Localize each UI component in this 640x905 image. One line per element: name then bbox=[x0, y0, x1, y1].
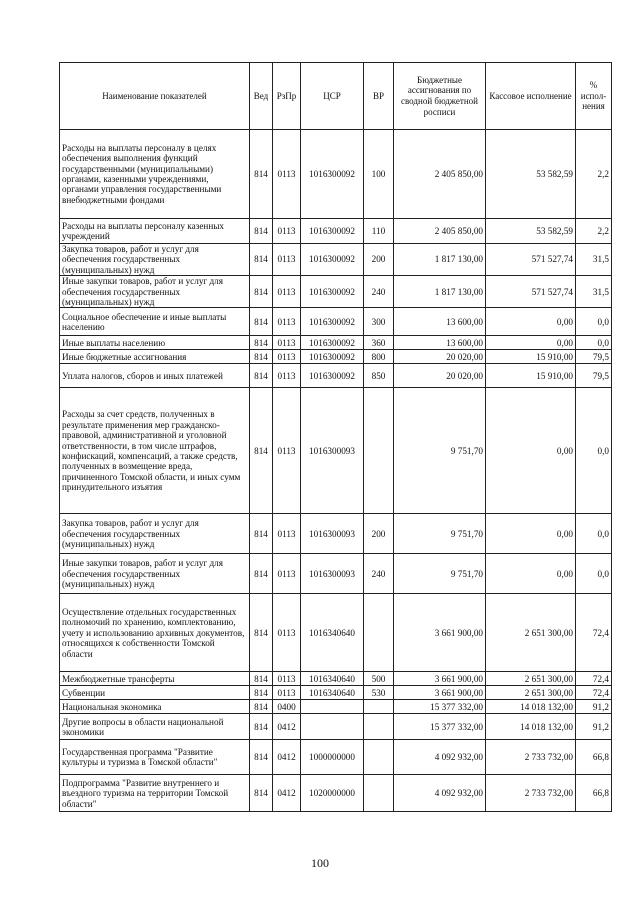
row-ved: 814 bbox=[250, 219, 273, 244]
row-percent: 72,4 bbox=[576, 672, 612, 686]
row-percent: 91,2 bbox=[576, 714, 612, 740]
row-budget: 3 661 900,00 bbox=[394, 672, 486, 686]
row-ved: 814 bbox=[250, 554, 273, 594]
row-percent: 0,0 bbox=[576, 308, 612, 336]
row-name: Закупка товаров, работ и услуг для обеспечения государственных (муниципальных) нужд bbox=[60, 514, 250, 554]
row-vr: 530 bbox=[364, 686, 394, 700]
row-percent: 72,4 bbox=[576, 594, 612, 672]
header-vr: ВР bbox=[364, 63, 394, 130]
table-header bbox=[60, 63, 612, 130]
table-row bbox=[60, 244, 612, 276]
row-rzpr: 0412 bbox=[273, 740, 301, 775]
row-csr: 1016340640 bbox=[301, 672, 364, 686]
budget-execution-table bbox=[59, 62, 612, 812]
row-rzpr: 0412 bbox=[273, 714, 301, 740]
row-rzpr: 0400 bbox=[273, 700, 301, 714]
row-vr: 500 bbox=[364, 672, 394, 686]
row-ved: 814 bbox=[250, 130, 273, 219]
row-percent: 72,4 bbox=[576, 686, 612, 700]
row-name: Иные закупки товаров, работ и услуг для обеспечения государственных (муниципальных) нужд bbox=[60, 554, 250, 594]
table-row bbox=[60, 388, 612, 514]
row-csr: 1020000000 bbox=[301, 775, 364, 812]
row-ved: 814 bbox=[250, 686, 273, 700]
table-row bbox=[60, 219, 612, 244]
row-ved: 814 bbox=[250, 700, 273, 714]
row-budget: 4 092 932,00 bbox=[394, 775, 486, 812]
row-name: Осуществление отдельных государственных полномочий по хранению, комплектованию, учету и использованию архивных документов, относящихся к собственности Томской области bbox=[60, 594, 250, 672]
header-name: Наименование показателей bbox=[60, 63, 250, 130]
header-cash: Кассовое исполнение bbox=[486, 63, 576, 130]
row-percent: 2,2 bbox=[576, 219, 612, 244]
row-rzpr: 0113 bbox=[273, 686, 301, 700]
row-ved: 814 bbox=[250, 514, 273, 554]
table-row bbox=[60, 308, 612, 336]
row-cash: 53 582,59 bbox=[486, 219, 576, 244]
row-ved: 814 bbox=[250, 775, 273, 812]
row-vr: 300 bbox=[364, 308, 394, 336]
row-rzpr: 0113 bbox=[273, 276, 301, 308]
row-name: Национальная экономика bbox=[60, 700, 250, 714]
row-vr: 850 bbox=[364, 364, 394, 388]
row-percent: 2,2 bbox=[576, 130, 612, 219]
row-rzpr: 0113 bbox=[273, 350, 301, 364]
table-row bbox=[60, 554, 612, 594]
row-rzpr: 0412 bbox=[273, 775, 301, 812]
row-cash: 2 651 300,00 bbox=[486, 686, 576, 700]
row-budget: 9 751,70 bbox=[394, 514, 486, 554]
row-cash: 0,00 bbox=[486, 514, 576, 554]
row-budget: 13 600,00 bbox=[394, 308, 486, 336]
table-row bbox=[60, 775, 612, 812]
row-vr bbox=[364, 594, 394, 672]
row-name: Расходы на выплаты персоналу казенных учреждений bbox=[60, 219, 250, 244]
row-csr bbox=[301, 714, 364, 740]
row-vr: 360 bbox=[364, 336, 394, 350]
table-row bbox=[60, 740, 612, 775]
header-budget: Бюджетные ассигнования по сводной бюджетной росписи bbox=[394, 63, 486, 130]
row-ved: 814 bbox=[250, 594, 273, 672]
row-budget: 20 020,00 bbox=[394, 350, 486, 364]
row-percent: 66,8 bbox=[576, 740, 612, 775]
row-cash: 14 018 132,00 bbox=[486, 714, 576, 740]
row-ved: 814 bbox=[250, 308, 273, 336]
row-budget: 4 092 932,00 bbox=[394, 740, 486, 775]
row-ved: 814 bbox=[250, 336, 273, 350]
row-vr bbox=[364, 388, 394, 514]
table-row bbox=[60, 594, 612, 672]
row-name: Иные закупки товаров, работ и услуг для обеспечения государственных (муниципальных) нужд bbox=[60, 276, 250, 308]
row-budget: 20 020,00 bbox=[394, 364, 486, 388]
row-csr: 1016300093 bbox=[301, 388, 364, 514]
row-name: Государственная программа "Развитие культуры и туризма в Томской области" bbox=[60, 740, 250, 775]
row-ved: 814 bbox=[250, 364, 273, 388]
row-csr: 1016300092 bbox=[301, 364, 364, 388]
row-ved: 814 bbox=[250, 350, 273, 364]
row-cash: 15 910,00 bbox=[486, 364, 576, 388]
row-cash: 0,00 bbox=[486, 308, 576, 336]
row-rzpr: 0113 bbox=[273, 388, 301, 514]
row-csr: 1016300093 bbox=[301, 514, 364, 554]
row-rzpr: 0113 bbox=[273, 130, 301, 219]
row-ved: 814 bbox=[250, 740, 273, 775]
row-cash: 571 527,74 bbox=[486, 244, 576, 276]
row-vr bbox=[364, 775, 394, 812]
row-name: Социальное обеспечение и иные выплаты населению bbox=[60, 308, 250, 336]
row-rzpr: 0113 bbox=[273, 219, 301, 244]
row-rzpr: 0113 bbox=[273, 336, 301, 350]
row-budget: 13 600,00 bbox=[394, 336, 486, 350]
table-row bbox=[60, 350, 612, 364]
row-cash: 15 910,00 bbox=[486, 350, 576, 364]
row-name: Подпрограмма "Развитие внутреннего и въездного туризма на территории Томской области" bbox=[60, 775, 250, 812]
row-rzpr: 0113 bbox=[273, 554, 301, 594]
row-cash: 0,00 bbox=[486, 554, 576, 594]
row-csr: 1016300092 bbox=[301, 219, 364, 244]
row-rzpr: 0113 bbox=[273, 244, 301, 276]
row-rzpr: 0113 bbox=[273, 514, 301, 554]
row-vr bbox=[364, 700, 394, 714]
page-number: 100 bbox=[311, 856, 329, 870]
table-row bbox=[60, 672, 612, 686]
row-csr: 1016300092 bbox=[301, 130, 364, 219]
row-name: Межбюджетные трансферты bbox=[60, 672, 250, 686]
row-csr: 1016340640 bbox=[301, 686, 364, 700]
row-csr: 1000000000 bbox=[301, 740, 364, 775]
row-csr: 1016300092 bbox=[301, 308, 364, 336]
header-csr: ЦСР bbox=[301, 63, 364, 130]
row-name: Субвенции bbox=[60, 686, 250, 700]
row-vr: 240 bbox=[364, 276, 394, 308]
row-percent: 0,0 bbox=[576, 514, 612, 554]
row-ved: 814 bbox=[250, 276, 273, 308]
table-row bbox=[60, 700, 612, 714]
row-percent: 79,5 bbox=[576, 350, 612, 364]
table-row bbox=[60, 130, 612, 219]
row-budget: 2 405 850,00 bbox=[394, 219, 486, 244]
row-percent: 31,5 bbox=[576, 244, 612, 276]
row-ved: 814 bbox=[250, 244, 273, 276]
row-budget: 15 377 332,00 bbox=[394, 714, 486, 740]
row-vr: 240 bbox=[364, 554, 394, 594]
table-row bbox=[60, 336, 612, 350]
row-cash: 53 582,59 bbox=[486, 130, 576, 219]
table-row bbox=[60, 514, 612, 554]
table-row bbox=[60, 364, 612, 388]
row-percent: 91,2 bbox=[576, 700, 612, 714]
row-budget: 1 817 130,00 bbox=[394, 244, 486, 276]
row-rzpr: 0113 bbox=[273, 308, 301, 336]
row-cash: 14 018 132,00 bbox=[486, 700, 576, 714]
row-csr: 1016300092 bbox=[301, 336, 364, 350]
row-budget: 15 377 332,00 bbox=[394, 700, 486, 714]
row-cash: 2 651 300,00 bbox=[486, 594, 576, 672]
row-csr: 1016340640 bbox=[301, 594, 364, 672]
header-rzpr: РзПр bbox=[273, 63, 301, 130]
header-percent: % испол-нения bbox=[576, 63, 612, 130]
row-budget: 9 751,70 bbox=[394, 554, 486, 594]
row-vr: 800 bbox=[364, 350, 394, 364]
row-percent: 0,0 bbox=[576, 388, 612, 514]
row-ved: 814 bbox=[250, 714, 273, 740]
row-vr: 100 bbox=[364, 130, 394, 219]
row-csr: 1016300092 bbox=[301, 276, 364, 308]
row-cash: 2 733 732,00 bbox=[486, 775, 576, 812]
row-cash: 2 651 300,00 bbox=[486, 672, 576, 686]
row-vr bbox=[364, 714, 394, 740]
row-cash: 571 527,74 bbox=[486, 276, 576, 308]
table-row bbox=[60, 276, 612, 308]
table-row bbox=[60, 686, 612, 700]
row-cash: 2 733 732,00 bbox=[486, 740, 576, 775]
row-percent: 0,0 bbox=[576, 336, 612, 350]
row-ved: 814 bbox=[250, 672, 273, 686]
budget-table-container bbox=[59, 62, 611, 812]
row-csr bbox=[301, 700, 364, 714]
row-budget: 2 405 850,00 bbox=[394, 130, 486, 219]
row-name: Расходы за счет средств, полученных в результате применения мер гражданско-правовой, административной и уголовной ответственности, в том числе штрафов, конфискаций, компенсаций, а также средств, полученных в возмещение вреда, причиненного Томской области, и иных сумм принудительного изъятия bbox=[60, 388, 250, 514]
row-name: Расходы на выплаты персоналу в целях обеспечения выполнения функций государственными (муниципальными) органами, казенными учреждениями, органами управления государственными внебюджетными фондами bbox=[60, 130, 250, 219]
row-csr: 1016300093 bbox=[301, 554, 364, 594]
table-row bbox=[60, 714, 612, 740]
row-name: Иные бюджетные ассигнования bbox=[60, 350, 250, 364]
row-name: Закупка товаров, работ и услуг для обеспечения государственных (муниципальных) нужд bbox=[60, 244, 250, 276]
row-percent: 31,5 bbox=[576, 276, 612, 308]
row-budget: 3 661 900,00 bbox=[394, 594, 486, 672]
row-name: Другие вопросы в области национальной экономики bbox=[60, 714, 250, 740]
row-vr: 200 bbox=[364, 244, 394, 276]
header-ved: Вед bbox=[250, 63, 273, 130]
row-budget: 9 751,70 bbox=[394, 388, 486, 514]
row-cash: 0,00 bbox=[486, 336, 576, 350]
row-cash: 0,00 bbox=[486, 388, 576, 514]
row-percent: 66,8 bbox=[576, 775, 612, 812]
row-vr: 200 bbox=[364, 514, 394, 554]
row-rzpr: 0113 bbox=[273, 672, 301, 686]
table-body bbox=[60, 130, 612, 812]
row-name: Иные выплаты населению bbox=[60, 336, 250, 350]
row-vr bbox=[364, 740, 394, 775]
row-csr: 1016300092 bbox=[301, 244, 364, 276]
row-name: Уплата налогов, сборов и иных платежей bbox=[60, 364, 250, 388]
row-percent: 79,5 bbox=[576, 364, 612, 388]
row-percent: 0,0 bbox=[576, 554, 612, 594]
row-rzpr: 0113 bbox=[273, 364, 301, 388]
row-budget: 1 817 130,00 bbox=[394, 276, 486, 308]
row-rzpr: 0113 bbox=[273, 594, 301, 672]
row-csr: 1016300092 bbox=[301, 350, 364, 364]
row-vr: 110 bbox=[364, 219, 394, 244]
row-budget: 3 661 900,00 bbox=[394, 686, 486, 700]
row-ved: 814 bbox=[250, 388, 273, 514]
